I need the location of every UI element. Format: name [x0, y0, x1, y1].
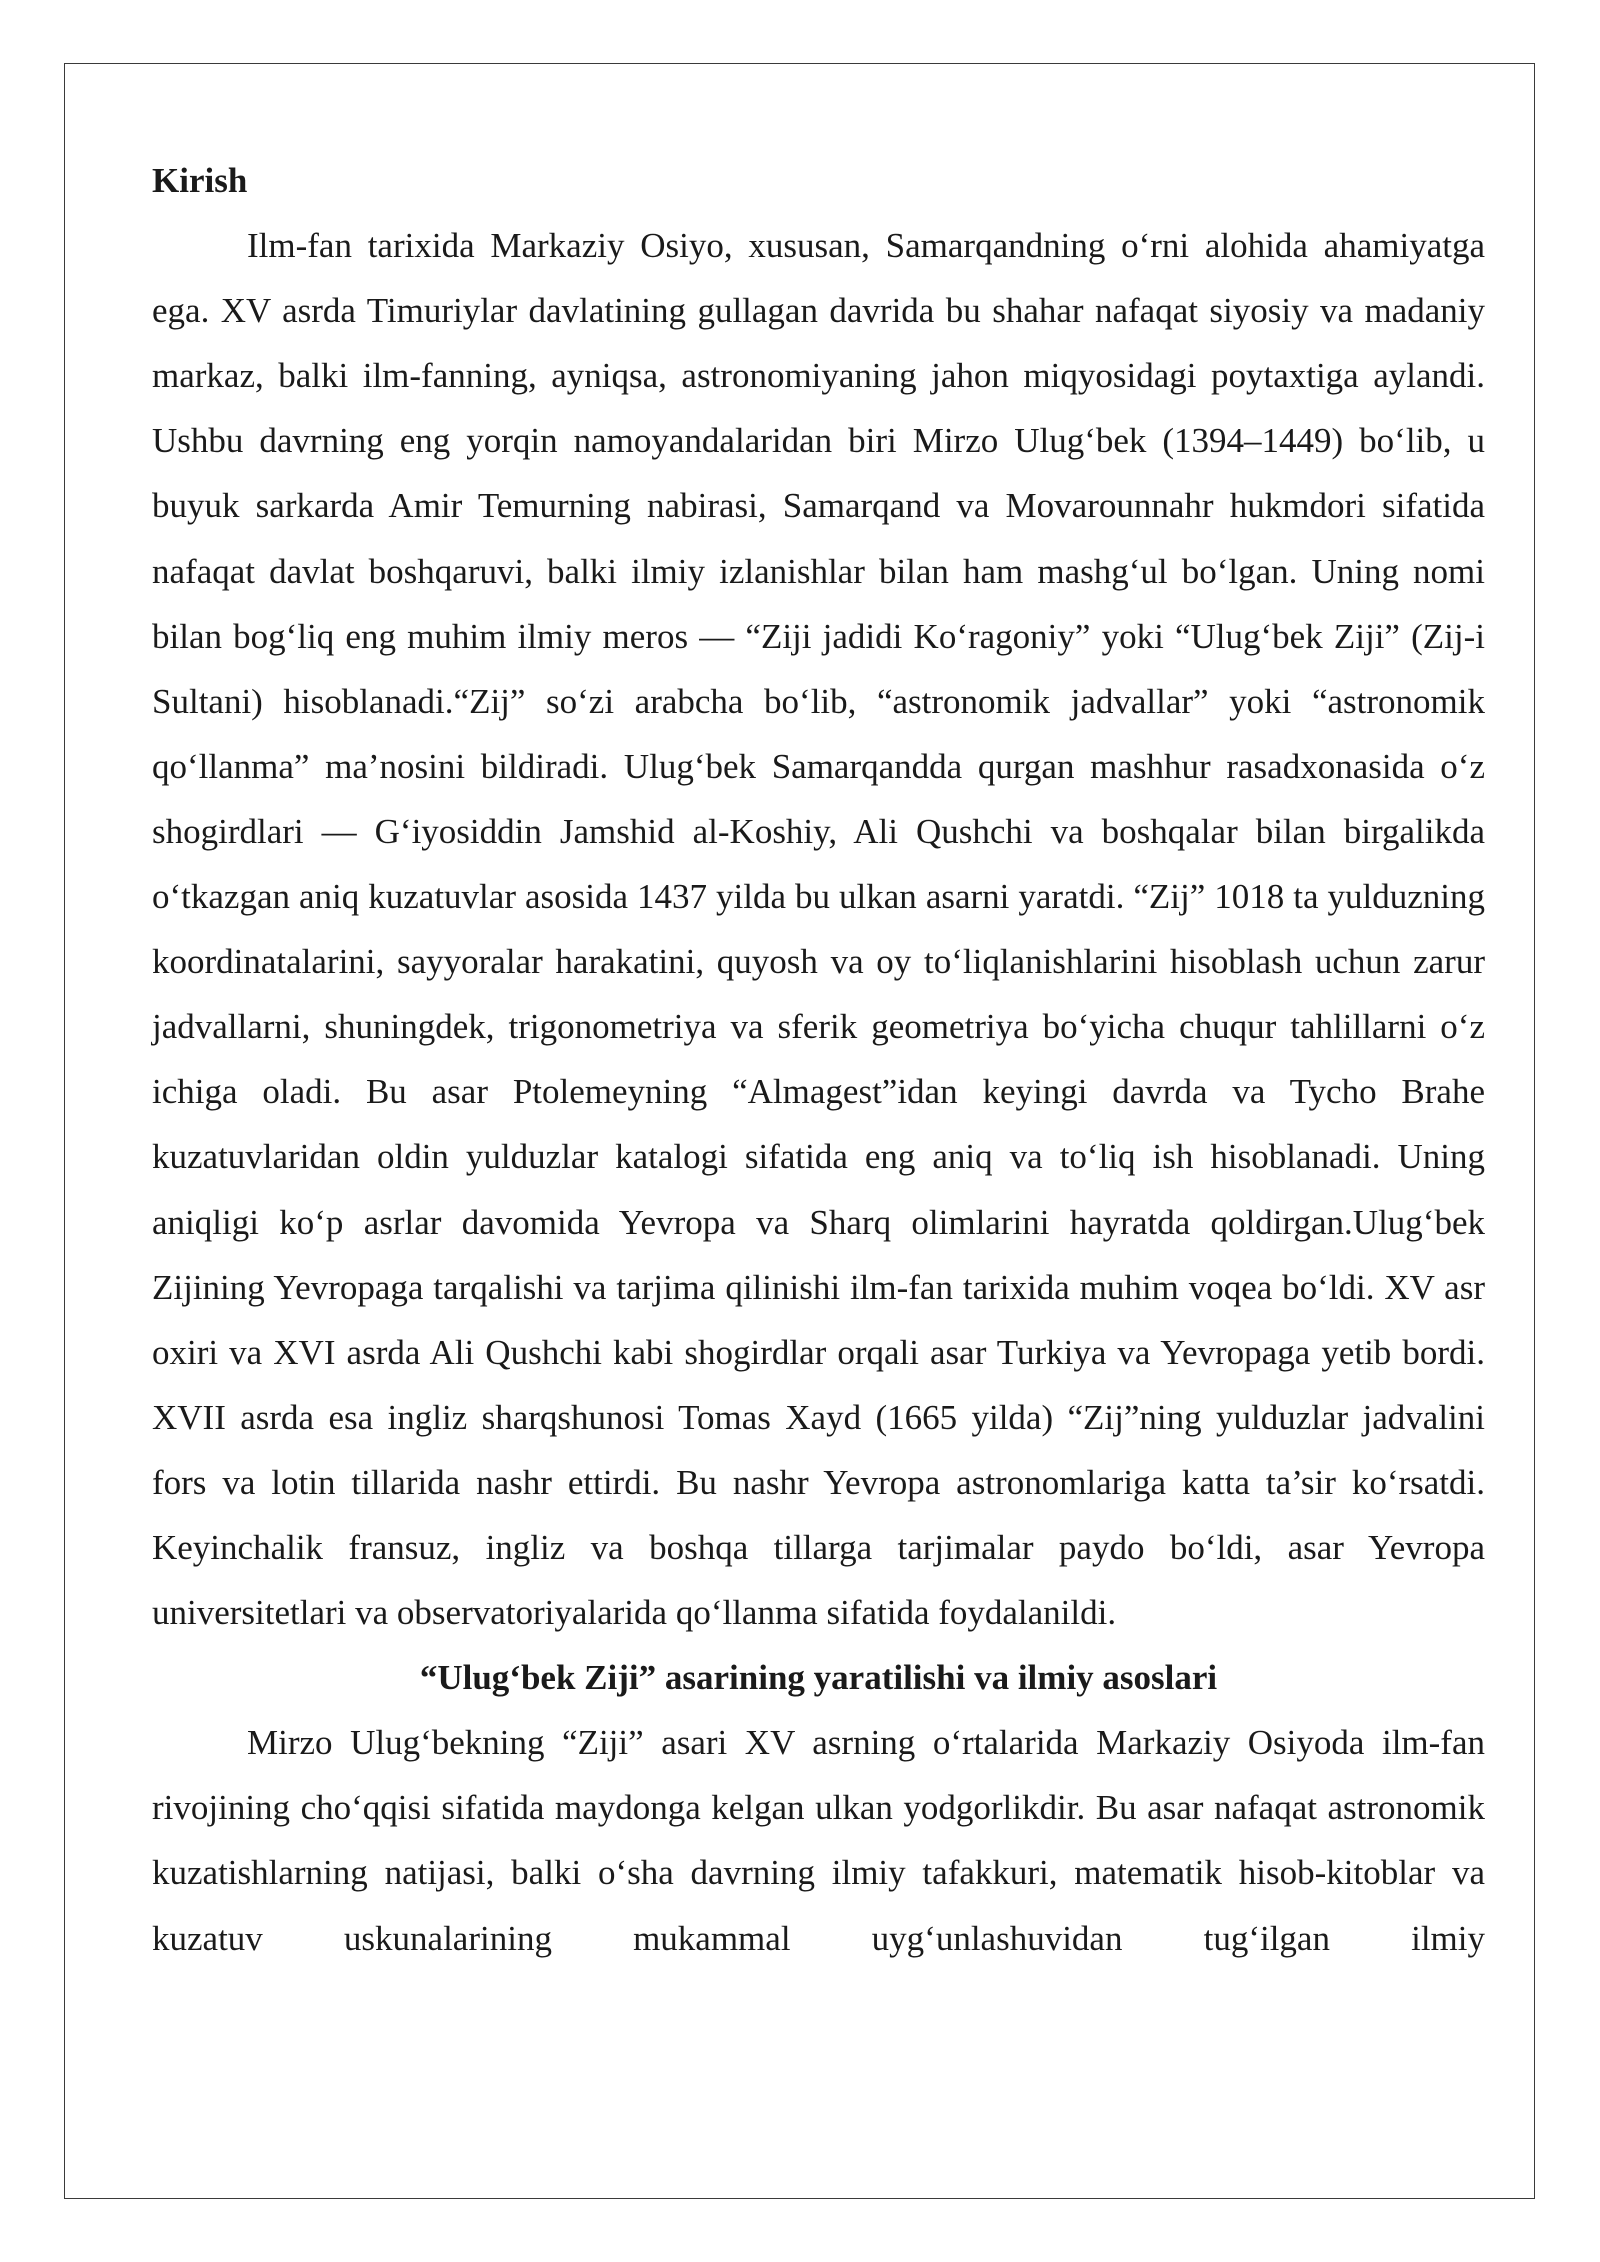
intro-paragraph: Ilm-fan tarixida Markaziy Osiyo, xususan, Samarqandning o‘rni alohida ahamiyatga ega. XV asrda Timuriylar davlatining gullagan davrida bu shahar nafaqat siyosiy va madaniy markaz, balki ilm-fanning, ayniqsa, astronomiyaning jahon miqyosidagi poytaxtiga aylandi. Ushbu davrning eng yorqin namoyandalaridan biri Mirzo Ulug‘bek (1394–1449) bo‘lib, u buyuk sarkarda Amir Temurning nabirasi, Samarqand va Movarounnahr hukmdori sifatida nafaqat davlat boshqaruvi, balki ilmiy izlanishlar bilan ham mashg‘ul bo‘lgan. Uning nomi bilan bog‘liq eng muhim ilmiy meros — “Ziji jadidi Ko‘ragoniy” yoki “Ulug‘bek Ziji” (Zij-i Sultani) hisoblanadi.“Zij” so‘zi arabcha bo‘lib, “astronomik jadvallar” yoki “astronomik qo‘llanma” ma’nosini bildiradi. Ulug‘bek Samarqandda qurgan mashhur rasadxonasida o‘z shogirdlari — G‘iyosiddin Jamshid al-Koshiy, Ali Qushchi va boshqalar bilan birgalikda o‘tkazgan aniq kuzatuvlar asosida 1437 yilda bu ulkan asarni yaratdi. “Zij” 1018 ta yulduzning koordinatalarini, sayyoralar harakatini, quyosh va oy to‘liqlanishlarini hisoblash uchun zarur jadvallarni, shuningdek, trigonometriya va sferik geometriya bo‘yicha chuqur tahlillarni o‘z ichiga oladi. Bu asar Ptolemeyning “Almagest”idan keyingi davrda va Tycho Brahe kuzatuvlaridan oldin yulduzlar katalogi sifatida eng aniq va to‘liq ish hisoblanadi. Uning aniqligi ko‘p asrlar davomida Yevropa va Sharq olimlarini hayratda qoldirgan.Ulug‘bek Zijining Yevropaga tarqalishi va tarjima qilinishi ilm-fan tarixida muhim voqea bo‘ldi. XV asr oxiri va XVI asrda Ali Qushchi kabi shogirdlar orqali asar Turkiya va Yevropaga yetib bordi. XVII asrda esa ingliz sharqshunosi Tomas Xayd (1665 yilda) “Zij”ning yulduzlar jadvalini fors va lotin tillarida nashr ettirdi. Bu nashr Yevropa astronomlariga katta ta’sir ko‘rsatdi. Keyinchalik fransuz, ingliz va boshqa tillarga tarjimalar paydo bo‘ldi, asar Yevropa universitetlari va observatoriyalarida qo‘llanma sifatida foydalanildi. [152, 226, 1485, 1633]
section-heading: “Ulug‘bek Ziji” asarining yaratilishi va ilmiy asoslari [419, 1658, 1218, 1698]
section-paragraph: Mirzo Ulug‘bekning “Ziji” asari XV asrning o‘rtalarida Markaziy Osiyoda ilm-fan rivojining cho‘qqisi sifatida maydonga kelgan ulkan yodgorlikdir. Bu asar nafaqat astronomik kuzatishlarning natijasi, balki o‘sha davrning ilmiy tafakkuri, matematik hisob-kitoblar va kuzatuv uskunalarining mukammal uyg‘unlashuvidan tug‘ilgan ilmiy [152, 1723, 1485, 1958]
document-body [152, 148, 1485, 1971]
heading-kirish: Kirish [152, 161, 248, 200]
